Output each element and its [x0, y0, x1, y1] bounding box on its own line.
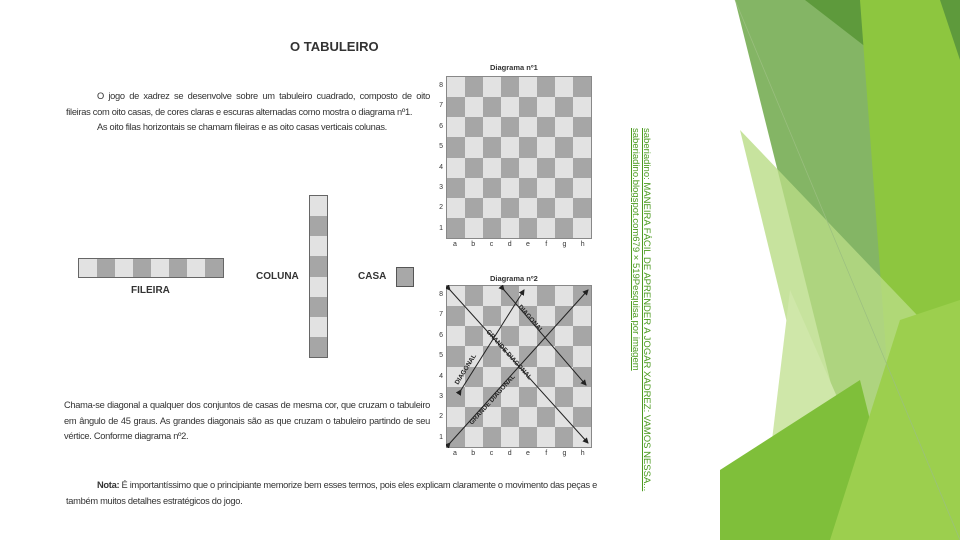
- rank-label: 6: [439, 122, 443, 130]
- file-label: a: [453, 450, 457, 457]
- coluna-square: [310, 337, 327, 357]
- intro-text: [66, 89, 430, 136]
- board-square: [501, 178, 519, 198]
- board-square: [465, 77, 483, 97]
- fileira-square: [133, 259, 151, 277]
- intro-paragraph-2: As oito filas horizontais se chamam fileiras e as oito casas verticais colunas.: [97, 122, 387, 132]
- board-square: [483, 137, 501, 157]
- board-square: [465, 137, 483, 157]
- diagram2-title: Diagrama nº2: [490, 274, 538, 283]
- fileira-square: [151, 259, 169, 277]
- diagonal-label-a: DIAGONAL: [453, 352, 479, 387]
- coluna-square: [310, 277, 327, 297]
- rank-label: 5: [439, 143, 443, 151]
- coluna-square: [310, 236, 327, 256]
- board-square: [519, 178, 537, 198]
- grande-diagonal-label-b: GRANDE DIAGONAL: [484, 328, 533, 382]
- nota-text: É importantíssimo que o principiante memorize bem esses termos, pois eles explicam claramente o movimento das peças e também muitos detalhes estratégicos do jogo.: [66, 480, 597, 506]
- file-label: h: [580, 241, 585, 248]
- board-square: [465, 178, 483, 198]
- board-square: [537, 137, 555, 157]
- grande-diagonal-label-a: GRANDE DIAGONAL: [468, 373, 517, 427]
- rank-label: 3: [439, 393, 443, 400]
- board-square: [555, 198, 573, 218]
- board-square: [465, 198, 483, 218]
- board-square: [465, 117, 483, 137]
- coluna-square: [310, 216, 327, 236]
- rank-label: 7: [439, 102, 443, 110]
- board-square: [465, 158, 483, 178]
- rank-label: 1: [439, 224, 443, 232]
- diagram1-title: Diagrama nº1: [490, 63, 538, 72]
- board-square: [519, 137, 537, 157]
- image-credit: [626, 128, 652, 508]
- board-square: [555, 77, 573, 97]
- board-square: [501, 117, 519, 137]
- fileira-square: [97, 259, 115, 277]
- board-square: [537, 178, 555, 198]
- casa-square: [396, 267, 414, 287]
- file-label: b: [471, 241, 476, 248]
- board-square: [573, 198, 591, 218]
- board-square: [447, 178, 465, 198]
- rank-label: 6: [439, 331, 443, 339]
- rank-label: 8: [439, 291, 443, 298]
- coluna-square: [310, 256, 327, 276]
- board-square: [537, 158, 555, 178]
- board-square: [573, 158, 591, 178]
- rank-label: 8: [439, 82, 443, 89]
- board-square: [447, 117, 465, 137]
- board-square: [573, 178, 591, 198]
- file-label: g: [562, 241, 567, 248]
- rank-label: 3: [439, 184, 443, 191]
- file-label: e: [526, 450, 530, 457]
- nota-paragraph: [66, 478, 602, 509]
- board-square: [537, 77, 555, 97]
- board-square: [483, 178, 501, 198]
- rank-label: 2: [439, 413, 443, 421]
- board-square: [573, 218, 591, 238]
- file-label: a: [453, 241, 457, 248]
- board-square: [537, 97, 555, 117]
- coluna-illustration: [309, 195, 328, 358]
- diagonal-label-b: DIAGONAL: [516, 303, 545, 335]
- board-square: [447, 158, 465, 178]
- image-credit-link[interactable]: saberiadino: MANEIRA FÁCIL DE APRENDER A JOGAR XADREZ: VAMOS NESSA... saberiadino.blogspot.com679 × 519Pesquisa por imagem: [630, 128, 652, 492]
- file-label: c: [489, 241, 494, 248]
- board-square: [465, 97, 483, 117]
- fileira-illustration: [78, 258, 224, 278]
- board-square: [501, 137, 519, 157]
- file-label: g: [562, 450, 567, 457]
- coluna-square: [310, 297, 327, 317]
- file-label: d: [507, 450, 512, 457]
- board-square: [447, 198, 465, 218]
- board-square: [483, 97, 501, 117]
- fileira-square: [187, 259, 205, 277]
- board-square: [483, 218, 501, 238]
- board-square: [501, 158, 519, 178]
- intro-paragraph-1: O jogo de xadrez se desenvolve sobre um tabuleiro cuadrado, composto de oito fileiras com oito casas, de cores claras e escuras alternadas como mostra o diagrama nº1.: [66, 91, 430, 117]
- fileira-square: [205, 259, 223, 277]
- board-square: [573, 77, 591, 97]
- file-label: f: [545, 241, 548, 248]
- nota-label: Nota:: [97, 480, 120, 490]
- board-square: [501, 97, 519, 117]
- board-square: [501, 198, 519, 218]
- rank-label: 5: [439, 352, 443, 360]
- rank-label: 4: [439, 163, 443, 171]
- board-square: [555, 117, 573, 137]
- board-square: [465, 218, 483, 238]
- board-square: [555, 218, 573, 238]
- diagonals-overlay: [446, 285, 592, 448]
- chessboard-diagram-1: [446, 76, 592, 239]
- rank-label: 4: [439, 372, 443, 380]
- fileira-label: FILEIRA: [131, 285, 170, 296]
- board-square: [519, 97, 537, 117]
- board-square: [447, 137, 465, 157]
- board-square: [537, 218, 555, 238]
- board-square: [501, 77, 519, 97]
- page-title: O TABULEIRO: [290, 39, 379, 54]
- file-label: f: [545, 450, 548, 457]
- board-square: [501, 218, 519, 238]
- board-square: [483, 77, 501, 97]
- fileira-square: [169, 259, 187, 277]
- coluna-square: [310, 196, 327, 216]
- fileira-square: [79, 259, 97, 277]
- file-label: d: [507, 241, 512, 248]
- board-square: [447, 97, 465, 117]
- board-square: [519, 77, 537, 97]
- rank-label: 7: [439, 311, 443, 319]
- board-square: [447, 77, 465, 97]
- board-square: [537, 198, 555, 218]
- fileira-square: [115, 259, 133, 277]
- board-square: [519, 117, 537, 137]
- board-square: [483, 117, 501, 137]
- board-square: [573, 97, 591, 117]
- coluna-square: [310, 317, 327, 337]
- board-square: [537, 117, 555, 137]
- file-label: e: [526, 241, 530, 248]
- board-square: [555, 178, 573, 198]
- board-square: [483, 198, 501, 218]
- board-square: [573, 137, 591, 157]
- file-label: h: [580, 450, 585, 457]
- board-square: [519, 158, 537, 178]
- file-label: c: [489, 450, 494, 457]
- file-label: b: [471, 450, 476, 457]
- diagonal-arrow-b: [504, 290, 586, 385]
- diagonal-paragraph: Chama-se diagonal a qualquer dos conjuntos de casas de mesma cor, que cruzam o tabuleiro em ângulo de 45 graus. As grandes diagonais são as que cruzam o tabuleiro partindo de seu vértice. Conforme diagrama nº2.: [64, 400, 430, 441]
- board-square: [555, 158, 573, 178]
- board-square: [519, 198, 537, 218]
- board-square: [519, 218, 537, 238]
- rank-label: 2: [439, 204, 443, 212]
- board-square: [447, 218, 465, 238]
- board-square: [573, 117, 591, 137]
- board-square: [555, 137, 573, 157]
- casa-label: CASA: [358, 271, 387, 282]
- rank-label: 1: [439, 433, 443, 441]
- board-square: [555, 97, 573, 117]
- coluna-label: COLUNA: [256, 271, 299, 282]
- board-square: [483, 158, 501, 178]
